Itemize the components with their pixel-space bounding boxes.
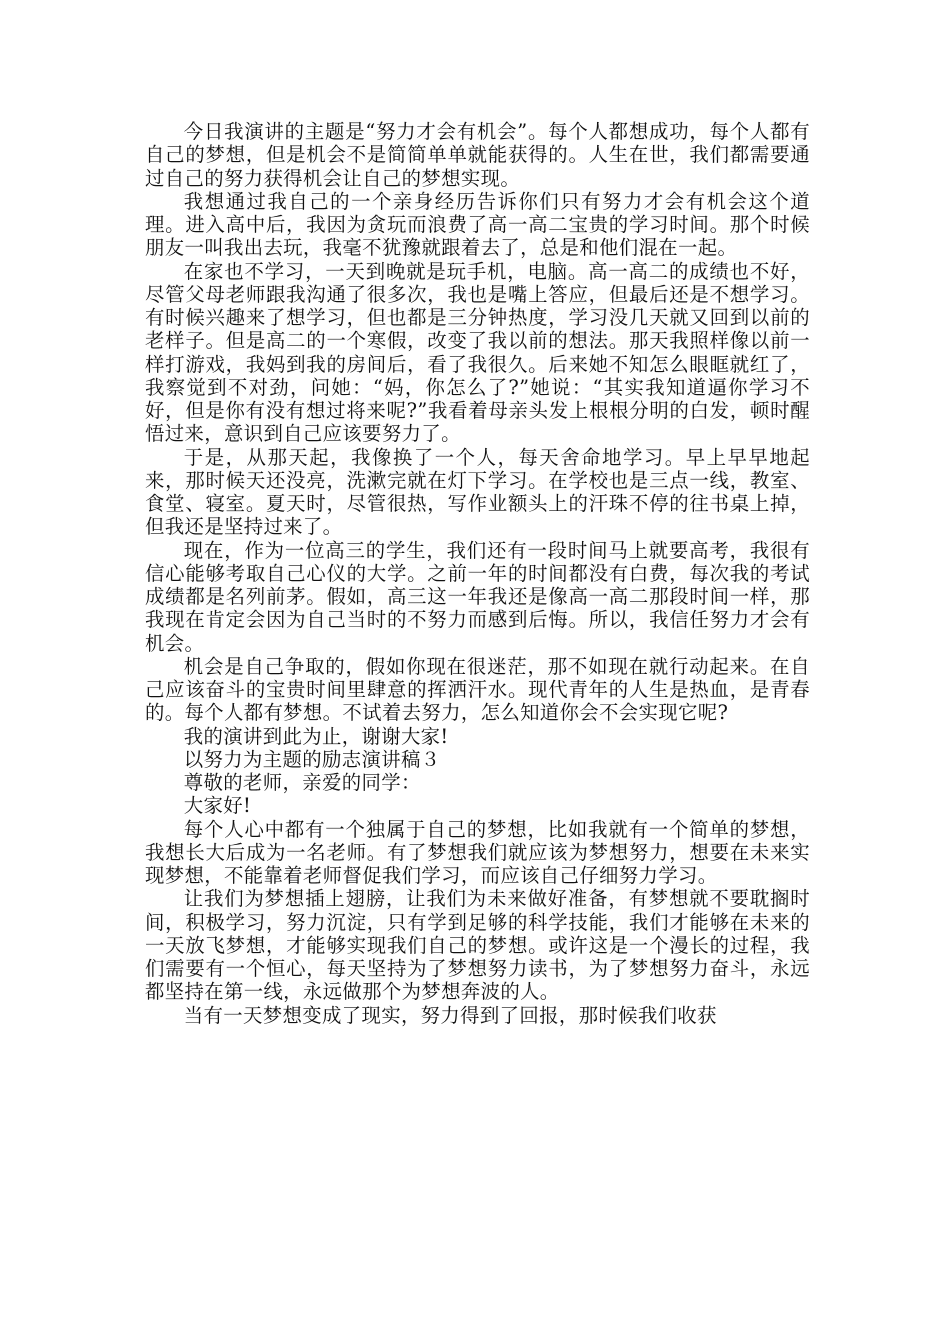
greeting: 大家好! [183,794,252,818]
document-body [145,120,810,1027]
paragraph-7: 每个人心中都有一个独属于自己的梦想，比如我就有一个简单的梦想，我想长大后成为一名老师。有了梦想我们就应该为梦想努力，想要在未来实现梦想，不能靠着老师督促我们学习，而应该自己仔细努力学习。 [145,817,810,887]
paragraph-2: 我想通过我自己的一个亲身经历告诉你们只有努力才会有机会这个道理。进入高中后，我因为贪玩而浪费了高一高二宝贵的学习时间。那个时候朋友一叫我出去玩，我毫不犹豫就跟着去了，总是和他们混在一起。 [145,189,810,260]
paragraph-3: 在家也不学习，一天到晚就是玩手机，电脑。高一高二的成绩也不好，尽管父母老师跟我沟通了很多次，我也是嘴上答应，但最后还是不想学习。有时候兴趣来了想学习，但也都是三分钟热度，学习没几天就又回到以前的老样子。但是高二的一个寒假，改变了我以前的想法。那天我照样像以前一样打游戏，我妈到我的房间后，看了我很久。后来她不知怎么眼眶就红了，我察觉到不对劲，问她：“妈，你怎么了?”她说：“其实我知道逼你学习不好，但是你有没有想过将来呢?”我看着母亲头发上根根分明的白发，顿时醒悟过来，意识到自己应该要努力了。 [145,259,810,446]
paragraph-4: 于是，从那天起，我像换了一个人，每天舍命地学习。早上早早地起来，那时候天还没亮，洗漱完就在灯下学习。在学校也是三点一线，教室、食堂、寝室。夏天时，尽管很热，写作业额头上的汗珠不停的往书桌上掉，但我还是坚持过来了。 [145,445,810,539]
paragraph-8: 让我们为梦想插上翅膀，让我们为未来做好准备，有梦想就不要耽搁时间，积极学习，努力沉淀，只有学到足够的科学技能，我们才能够在未来的一天放飞梦想，才能够实现我们自己的梦想。或许这是一个漫长的过程，我们需要有一个恒心，每天坚持为了梦想努力读书，为了梦想努力奋斗，永远都坚持在第一线，永远做那个为梦想奔波的人。 [145,887,810,1004]
paragraph-1: 今日我演讲的主题是“努力才会有机会”。每个人都想成功，每个人都有自己的梦想，但是机会不是简简单单就能获得的。人生在世，我们都需要通过自己的努力获得机会让自己的梦想实现。 [145,120,810,190]
paragraph-6: 机会是自己争取的，假如你现在很迷茫，那不如现在就行动起来。在自己应该奋斗的宝贵时间里肆意的挥洒汗水。现代青年的人生是热血，是青春的。每个人都有梦想。不试着去努力，怎么知道你会不会实现它呢? [145,654,810,725]
salutation: 尊敬的老师，亲爱的同学： [183,771,421,794]
paragraph-9: 当有一天梦想变成了现实，努力得到了回报，那时候我们收获 [183,1003,717,1027]
closing-line: 我的演讲到此为止，谢谢大家! [183,724,449,748]
section-title: 以努力为主题的励志演讲稿３ [183,747,441,771]
paragraph-5: 现在，作为一位高三的学生，我们还有一段时间马上就要高考，我很有信心能够考取自己心仪的大学。之前一年的时间都没有白费，每次我的考试成绩都是名列前茅。假如，高三这一年我还是像高一高二那段时间一样，那我现在肯定会因为自己当时的不努力而感到后悔。所以，我信任努力才会有机会。 [145,538,810,655]
